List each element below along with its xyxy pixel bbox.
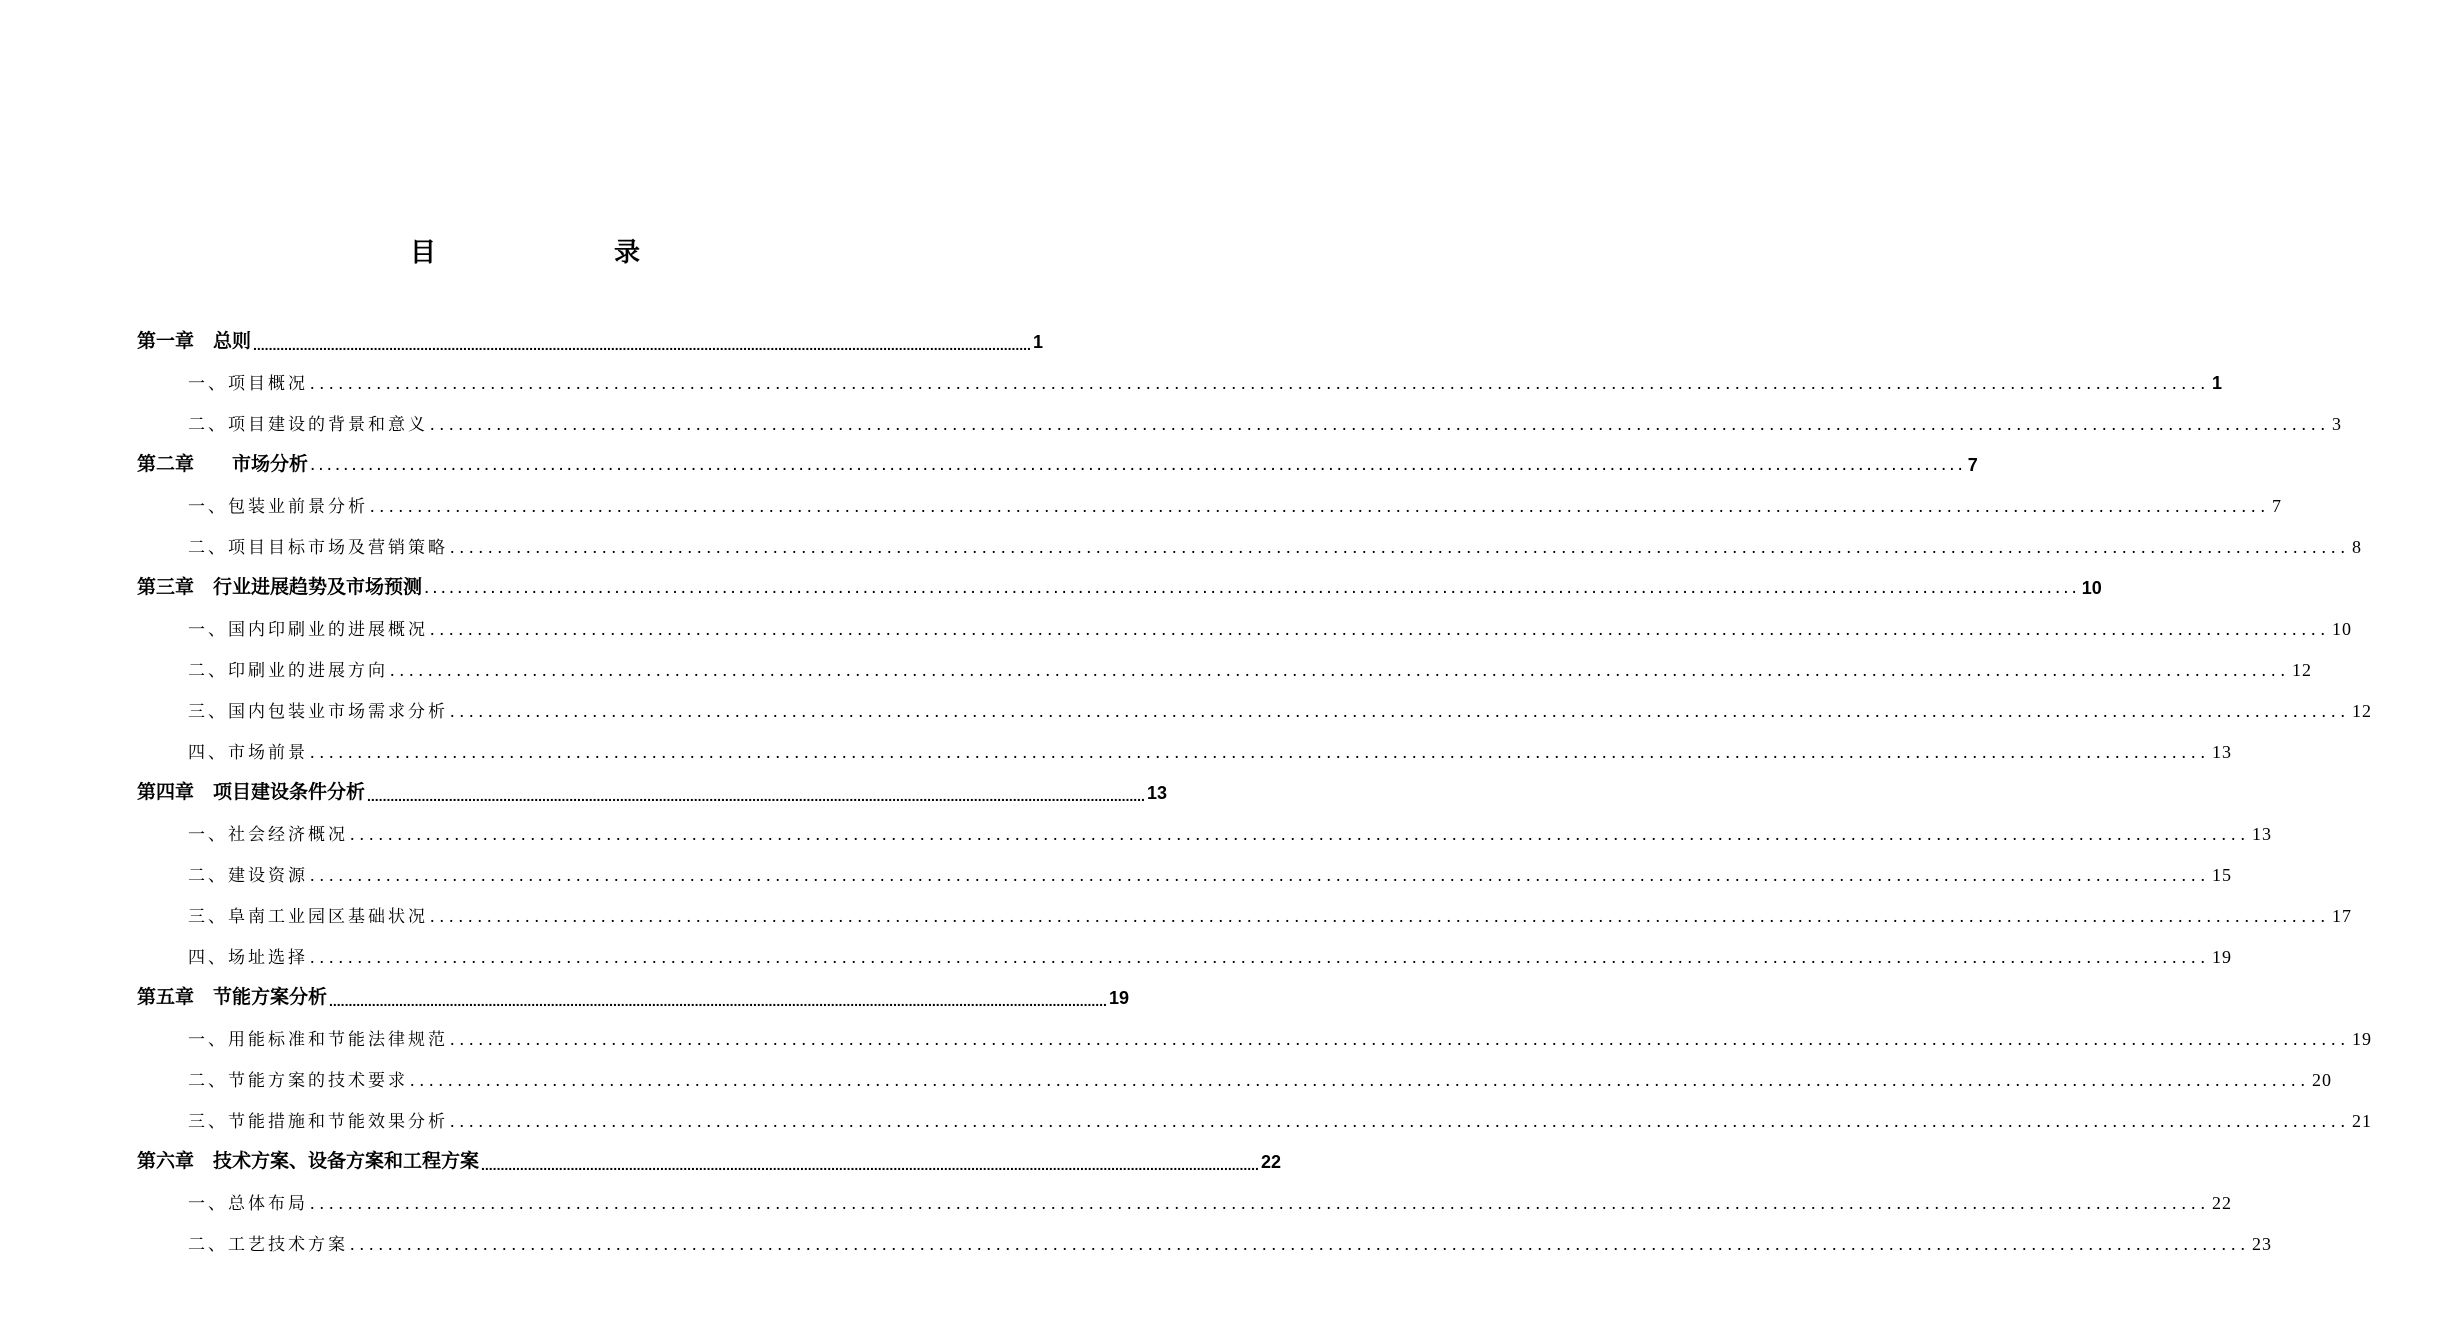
toc-dot-leader: ........................................................................................................................................................................................................ [410, 1070, 2310, 1090]
toc-chapter-entry[interactable] [0, 1132, 1281, 1173]
toc-section-entry[interactable] [0, 1050, 2332, 1091]
toc-dot-leader: ........................................................................................................................................................................................................ [430, 414, 2330, 434]
toc-entry-label: 二、项目目标市场及营销策略 [188, 538, 448, 558]
toc-dot-leader: ........................................................................................................................................................................................................ [310, 454, 1966, 475]
toc-entry-label: 一、包装业前景分析 [188, 497, 368, 517]
toc-section-entry[interactable] [0, 1173, 2232, 1214]
toc-entry-label: 第二章 市场分析 [137, 453, 309, 475]
toc-dot-leader: ........................................................................................................................................................................................................ [450, 537, 2350, 557]
toc-entry-label: 三、阜南工业园区基础状况 [188, 907, 428, 927]
toc-entry-label: 三、国内包装业市场需求分析 [188, 702, 448, 722]
toc-section-entry[interactable] [0, 845, 2232, 886]
toc-page-number: 12 [2352, 701, 2372, 721]
toc-chapter-entry[interactable] [0, 558, 2102, 599]
toc-dot-leader: ........................................................................................................................................................................................................ [424, 577, 2080, 598]
toc-page-number: 20 [2312, 1070, 2332, 1090]
toc-title-char-2: 录 [614, 238, 641, 268]
toc-entry-label: 第三章 行业进展趋势及市场预测 [137, 576, 423, 598]
toc-title-char-1: 目 [410, 238, 437, 268]
toc-dot-leader: ........................................................................................................................................................................................................ [370, 496, 2270, 516]
toc-section-entry[interactable] [0, 599, 2352, 640]
toc-section-entry[interactable] [0, 722, 2232, 763]
toc-page-number: 22 [2212, 1193, 2232, 1213]
toc-section-entry[interactable] [0, 476, 2282, 517]
toc-entry-label: 二、建设资源 [188, 866, 308, 886]
toc-page-number: 19 [1108, 988, 1129, 1008]
toc-entry-label: 二、工艺技术方案 [188, 1235, 348, 1255]
toc-dot-leader: ........................................................................................................................................................................................................ [350, 1234, 2250, 1254]
toc-dot-leader: ........................................................................................................................................................................................................ [329, 993, 1107, 1009]
toc-section-entry[interactable] [0, 886, 2352, 927]
toc-page-number: 19 [2212, 947, 2232, 967]
toc-entry-label: 二、节能方案的技术要求 [188, 1071, 408, 1091]
toc-entry-label: 第六章 技术方案、设备方案和工程方案 [137, 1150, 480, 1172]
toc-dot-leader: ........................................................................................................................................................................................................ [390, 660, 2290, 680]
toc-dot-leader: ........................................................................................................................................................................................................ [367, 788, 1145, 804]
toc-dot-leader: ........................................................................................................................................................................................................ [310, 742, 2210, 762]
toc-page-number: 22 [1260, 1152, 1281, 1172]
toc-dot-leader: ........................................................................................................................................................................................................ [481, 1157, 1259, 1173]
toc-chapter-entry[interactable] [0, 763, 1167, 804]
toc-entry-label: 一、国内印刷业的进展概况 [188, 620, 428, 640]
toc-section-entry[interactable] [0, 681, 2372, 722]
toc-entry-label: 二、项目建设的背景和意义 [188, 415, 428, 435]
toc-entry-label: 一、社会经济概况 [188, 825, 348, 845]
toc-dot-leader: ........................................................................................................................................................................................................ [450, 1029, 2350, 1049]
toc-dot-leader: ........................................................................................................................................................................................................ [430, 619, 2330, 639]
toc-page-number: 1 [1032, 332, 1043, 352]
toc-page-number: 3 [2332, 414, 2342, 434]
toc-page-number: 10 [2081, 578, 2102, 598]
toc-dot-leader: ........................................................................................................................................................................................................ [310, 1193, 2210, 1213]
toc-entry-label: 一、总体布局 [188, 1194, 308, 1214]
toc-page-number: 7 [1967, 455, 1978, 475]
toc-page-number: 7 [2272, 496, 2282, 516]
toc-dot-leader: ........................................................................................................................................................................................................ [253, 337, 1031, 353]
toc-title [0, 232, 950, 272]
toc-chapter-entry[interactable] [0, 968, 1129, 1009]
toc-dot-leader: ........................................................................................................................................................................................................ [450, 701, 2350, 721]
toc-entry-label: 第四章 项目建设条件分析 [137, 781, 366, 803]
toc-section-entry[interactable] [0, 927, 2232, 968]
toc-dot-leader: ........................................................................................................................................................................................................ [310, 373, 2210, 393]
toc-section-entry[interactable] [0, 353, 2224, 394]
toc-page-number: 13 [1146, 783, 1167, 803]
toc-entry-label: 第五章 节能方案分析 [137, 986, 328, 1008]
toc-section-entry[interactable] [0, 394, 2342, 435]
toc-entry-label: 四、市场前景 [188, 743, 308, 763]
toc-page-number: 17 [2332, 906, 2352, 926]
toc-chapter-entry[interactable] [0, 435, 1978, 476]
toc-page-number: 23 [2252, 1234, 2272, 1254]
toc-section-entry[interactable] [0, 640, 2312, 681]
toc-page-number: 8 [2352, 537, 2362, 557]
toc-entry-label: 三、节能措施和节能效果分析 [188, 1112, 448, 1132]
toc-page-number: 1 [2212, 373, 2224, 393]
toc-page-number: 13 [2252, 824, 2272, 844]
toc-page-number: 19 [2352, 1029, 2372, 1049]
toc-page-number: 21 [2352, 1111, 2372, 1131]
toc-dot-leader: ........................................................................................................................................................................................................ [310, 947, 2210, 967]
toc-dot-leader: ........................................................................................................................................................................................................ [430, 906, 2330, 926]
toc-dot-leader: ........................................................................................................................................................................................................ [310, 865, 2210, 885]
toc-section-entry[interactable] [0, 1214, 2272, 1255]
toc-section-entry[interactable] [0, 1009, 2372, 1050]
toc-entry-label: 第一章 总则 [137, 330, 252, 352]
toc-entry-label: 二、印刷业的进展方向 [188, 661, 388, 681]
toc-dot-leader: ........................................................................................................................................................................................................ [350, 824, 2250, 844]
toc-page-number: 10 [2332, 619, 2352, 639]
toc-page-number: 12 [2292, 660, 2312, 680]
toc-entry-label: 一、用能标准和节能法律规范 [188, 1030, 448, 1050]
toc-section-entry[interactable] [0, 517, 2362, 558]
toc-entry-label: 四、场址选择 [188, 948, 308, 968]
toc-dot-leader: ........................................................................................................................................................................................................ [450, 1111, 2350, 1131]
toc-section-entry[interactable] [0, 1091, 2372, 1132]
toc-page-number: 15 [2212, 865, 2232, 885]
toc-page-number: 13 [2212, 742, 2232, 762]
toc-section-entry[interactable] [0, 804, 2272, 845]
toc-chapter-entry[interactable] [0, 312, 1043, 353]
toc-entry-label: 一、项目概况 [188, 374, 308, 394]
